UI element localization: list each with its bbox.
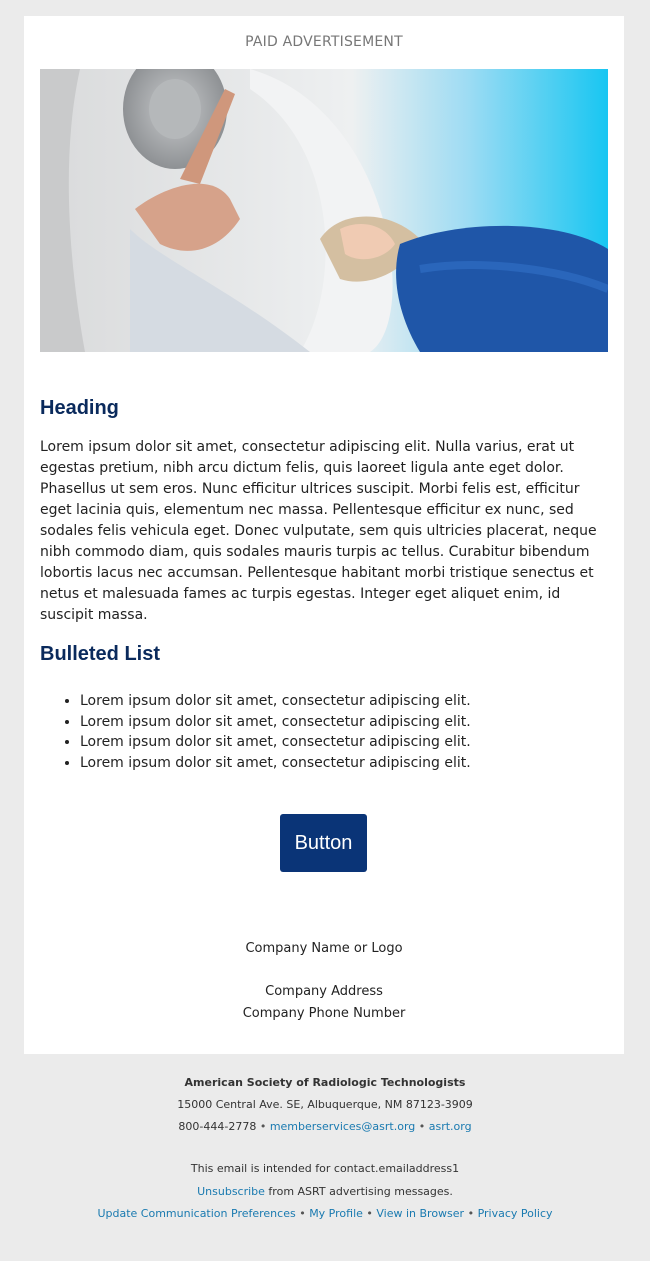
- unsubscribe-link[interactable]: Unsubscribe: [197, 1185, 265, 1198]
- footer-contact-line: [0, 1120, 650, 1133]
- website-link[interactable]: asrt.org: [428, 1120, 472, 1133]
- profile-link[interactable]: My Profile: [309, 1207, 363, 1220]
- footer-intended-notice: This email is intended for contact.emailaddress1: [190, 1162, 460, 1175]
- preferences-link[interactable]: Update Communication Preferences: [97, 1207, 296, 1220]
- privacy-policy-link[interactable]: Privacy Policy: [477, 1207, 553, 1220]
- ad-label: PAID ADVERTISEMENT: [245, 34, 403, 50]
- footer-org-name: American Society of Radiologic Technologists: [184, 1076, 466, 1089]
- section-heading: Heading: [40, 397, 119, 419]
- bulleted-list: [40, 691, 648, 773]
- list-heading: Bulleted List: [40, 643, 161, 665]
- company-address: Company Address: [265, 984, 383, 999]
- separator: •: [464, 1207, 478, 1220]
- list-item: • Lorem ipsum dolor sit amet, consectetur adipiscing elit.: [80, 691, 648, 712]
- view-in-browser-link[interactable]: View in Browser: [376, 1207, 465, 1220]
- email-link[interactable]: memberservices@asrt.org: [269, 1120, 416, 1133]
- footer-phone: 800-444-2778: [178, 1120, 257, 1133]
- separator: •: [362, 1207, 377, 1220]
- body-paragraph: Lorem ipsum dolor sit amet, consectetur adipiscing elit. Nulla varius, erat ut egestas pretium, nibh arcu dictum felis, quis laoreet ligula ante eget dolor. Phasellus ut sem eros. Nunc efficitur ultrices suscipit. Morbi felis est, efficitur eget lacinia quis, elementum nec massa. Pellentesque efficitur ex nunc, sed sodales felis vehicula eget. Donec vulputate, sem quis ultricies placerat, neque nibh commodo diam, quis sodales mauris turpis ac tellus. Curabitur bibendum lobortis lacus nec accumsan. Pellentesque habitant morbi tristique senectus et netus et malesuada fames ac turpis egestas. Integer eget aliquet enim, id suscipit massa.: [40, 439, 597, 623]
- cta-button[interactable]: Button: [280, 814, 367, 872]
- footer-address: 15000 Central Ave. SE, Albuquerque, NM 87123-3909: [177, 1098, 473, 1111]
- separator: •: [295, 1207, 310, 1220]
- company-phone: Company Phone Number: [242, 1006, 406, 1021]
- hero-image-mri: [40, 69, 608, 352]
- separator: •: [415, 1120, 429, 1133]
- list-item: • Lorem ipsum dolor sit amet, consectetur adipiscing elit.: [80, 712, 648, 733]
- separator: •: [256, 1120, 270, 1133]
- footer-links: [0, 1207, 650, 1220]
- list-item: • Lorem ipsum dolor sit amet, consectetur adipiscing elit.: [80, 732, 648, 753]
- footer-unsubscribe-line: [0, 1185, 650, 1198]
- email-card: [24, 16, 624, 1054]
- list-item: • Lorem ipsum dolor sit amet, consectetur adipiscing elit.: [80, 753, 648, 774]
- unsubscribe-suffix: from ASRT advertising messages.: [264, 1185, 453, 1198]
- company-name: Company Name or Logo: [245, 941, 403, 956]
